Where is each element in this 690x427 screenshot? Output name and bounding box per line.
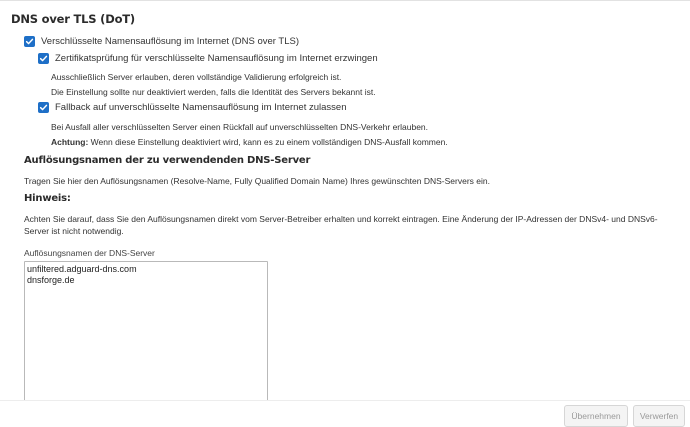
cert-check-checkbox[interactable]: [38, 53, 49, 64]
fallback-description: Bei Ausfall aller verschlüsselten Server einen Rückfall auf unverschlüsselten DNS-Verkehr erlauben.: [51, 122, 429, 132]
fallback-checkbox[interactable]: [38, 102, 49, 113]
hint-heading: Hinweis:: [24, 193, 71, 204]
fallback-label: Fallback auf unverschlüsselte Namensauflösung im Internet zulassen: [55, 102, 347, 113]
warning-prefix: Achtung:: [51, 137, 89, 147]
dns-server-field-label: Auflösungsnamen der DNS-Server: [24, 248, 155, 258]
apply-button[interactable]: Übernehmen: [564, 405, 628, 427]
warning-text: Wenn diese Einstellung deaktiviert wird, kann es zu einem vollständigen DNS-Ausfall kommen.: [88, 137, 448, 147]
cert-description-1: Ausschließlich Server erlauben, deren vollständige Validierung erfolgreich ist.: [51, 72, 342, 82]
cert-check-label: Zertifikatsprüfung für verschlüsselte Namensauflösung im Internet erzwingen: [55, 53, 378, 64]
top-divider: [0, 0, 690, 1]
checkmark-icon: [25, 37, 34, 46]
checkmark-icon: [39, 103, 48, 112]
dot-enable-label: Verschlüsselte Namensauflösung im Internet (DNS over TLS): [41, 36, 300, 47]
fallback-row[interactable]: [38, 102, 347, 113]
dns-server-names-textarea[interactable]: [24, 261, 268, 411]
dot-enable-row[interactable]: [24, 36, 299, 47]
cert-check-row[interactable]: [38, 53, 378, 64]
fallback-warning: [51, 137, 448, 147]
resolver-intro: Tragen Sie hier den Auflösungsnamen (Resolve-Name, Fully Qualified Domain Name) Ihres gewünschten DNS-Servers ein.: [24, 176, 490, 186]
section-title: DNS over TLS (DoT): [11, 12, 135, 26]
cert-description-2: Die Einstellung sollte nur deaktiviert werden, falls die Identität des Servers bekannt ist.: [51, 87, 376, 97]
dot-enable-checkbox[interactable]: [24, 36, 35, 47]
checkmark-icon: [39, 54, 48, 63]
discard-button[interactable]: Verwerfen: [633, 405, 685, 427]
hint-text: Achten Sie darauf, dass Sie den Auflösungsnamen direkt vom Server-Betreiber erhalten und korrekt eintragen. Eine Änderung der IP-Adressen der DNSv4- und DNSv6-Server ist nicht notwendig.: [24, 214, 658, 236]
resolver-heading: Auflösungsnamen der zu verwendenden DNS-Server: [24, 155, 311, 166]
